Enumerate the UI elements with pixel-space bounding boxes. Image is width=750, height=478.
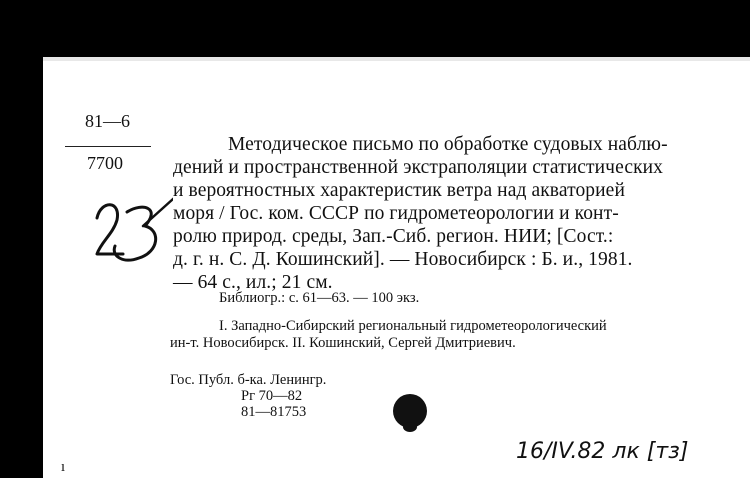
call-number-bottom: 7700 [87, 153, 123, 173]
description-line-2: дений и пространственной экстраполяции статистических [173, 157, 664, 178]
library-name: Гос. Публ. б-ка. Ленингр. [170, 372, 327, 388]
description-line-4: моря / Гос. ком. СССР по гидрометеорологии и конт- [173, 203, 619, 224]
card-edge [43, 57, 750, 61]
description-line-3: и вероятностных характеристик ветра над акваторией [173, 180, 625, 201]
library-code-2: 81—81753 [241, 404, 307, 420]
tracing-line-1: I. Западно-Сибирский региональный гидрометеорологический [219, 318, 607, 334]
handwritten-mark [83, 182, 173, 282]
library-code-1: Рг 70—82 [241, 388, 303, 404]
description-line-7: — 64 с., ил.; 21 см. [173, 272, 333, 293]
tracing-line-2: ин-т. Новосибирск. II. Кошинский, Сергей Дмитриевич. [170, 335, 516, 351]
description-line-5: ролю природ. среды, Зап.-Сиб. регион. НИИ; [Сост.: [173, 226, 614, 247]
call-number-top: 81—6 [85, 111, 130, 131]
call-number-divider [65, 146, 151, 147]
catalog-card [43, 57, 750, 478]
handwritten-note: 16/IV.82 лк [тз] [516, 439, 689, 464]
ink-blot-tail [403, 422, 417, 432]
bibliography-note: Библиогр.: с. 61—63. — 100 экз. [219, 290, 420, 306]
description-line-6: д. г. н. С. Д. Кошинский]. — Новосибирск : Б. и., 1981. [173, 249, 633, 270]
description-line-1: Методическое письмо по обработке судовых наблю- [228, 134, 668, 155]
corner-mark: ı [61, 459, 66, 475]
